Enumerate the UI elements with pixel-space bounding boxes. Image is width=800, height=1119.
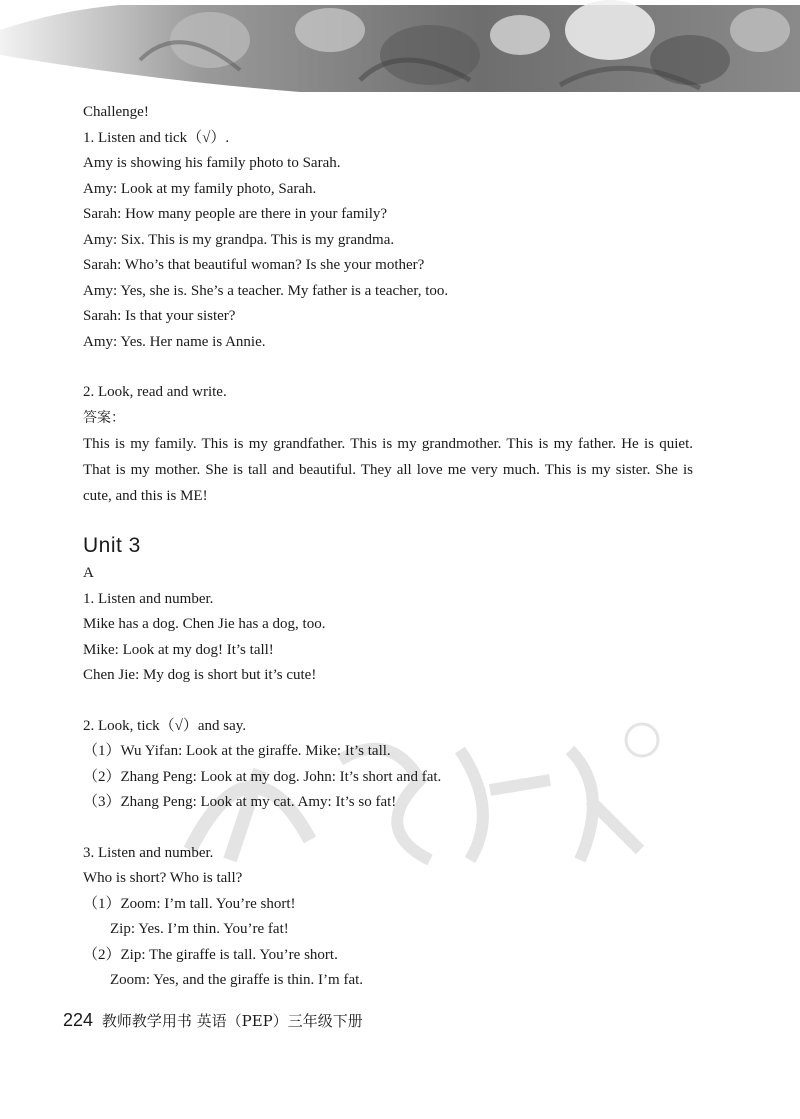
header-banner (0, 0, 800, 92)
dialogue-line: Amy: Yes, she is. She’s a teacher. My father is a teacher, too. (83, 282, 449, 299)
answer-label: 答案： (83, 409, 125, 426)
page-number: 224 (63, 1010, 94, 1030)
task-title: 3. Listen and number. (83, 844, 214, 861)
dialogue-line: （1）Wu Yifan: Look at the giraffe. Mike: It’s tall. (83, 743, 391, 759)
book-title: 教师教学用书 英语（PEP）三年级下册 (101, 1012, 363, 1030)
dialogue-line: Sarah: How many people are there in your family? (83, 206, 388, 222)
dialogue-line: Amy is showing his family photo to Sarah. (83, 155, 341, 171)
dialogue-line: Zoom: Yes, and the giraffe is thin. I’m fat. (110, 972, 364, 988)
dialogue-line: Sarah: Who’s that beautiful woman? Is she your mother? (83, 257, 425, 273)
task-title: 2. Look, tick（√）and say. (83, 717, 247, 734)
challenge-title: Challenge! (83, 104, 149, 120)
task-title: 2. Look, read and write. (83, 384, 227, 400)
answer-paragraph: This is my family. This is my grandfather. This is my grandmother. This is my father. He is quiet. That is my mother. She is tall and beautiful. They all love me very much. This is my sister. She is cute, and this is ME! (83, 436, 693, 504)
dialogue-line: （3）Zhang Peng: Look at my cat. Amy: It’s so fat! (83, 794, 397, 810)
dialogue-line: Amy: Look at my family photo, Sarah. (83, 180, 317, 197)
section-label: A (83, 565, 94, 581)
dialogue-line: Mike has a dog. Chen Jie has a dog, too. (83, 616, 326, 632)
dialogue-line: （1）Zoom: I’m tall. You’re short! (83, 895, 296, 912)
task-intro: Who is short? Who is tall? (83, 870, 243, 886)
main-content (83, 100, 723, 994)
dialogue-line: Amy: Yes. Her name is Annie. (83, 333, 266, 350)
dialogue-line: Sarah: Is that your sister? (83, 308, 236, 324)
dialogue-line: （2）Zhang Peng: Look at my dog. John: It’s short and fat. (83, 768, 442, 785)
dialogue-line: Mike: Look at my dog! It’s tall! (83, 641, 274, 658)
dialogue-line: Chen Jie: My dog is short but it’s cute! (83, 667, 317, 683)
task-title: 1. Listen and tick（√）. (83, 129, 230, 146)
page-footer (63, 1010, 363, 1031)
dialogue-line: Amy: Six. This is my grandpa. This is my grandma. (83, 231, 395, 248)
unit-title: Unit 3 (83, 534, 141, 557)
dialogue-line: （2）Zip: The giraffe is tall. You’re short. (83, 946, 338, 963)
task-title: 1. Listen and number. (83, 590, 214, 607)
floral-banner-image (0, 0, 800, 92)
dialogue-line: Zip: Yes. I’m thin. You’re fat! (110, 921, 289, 937)
